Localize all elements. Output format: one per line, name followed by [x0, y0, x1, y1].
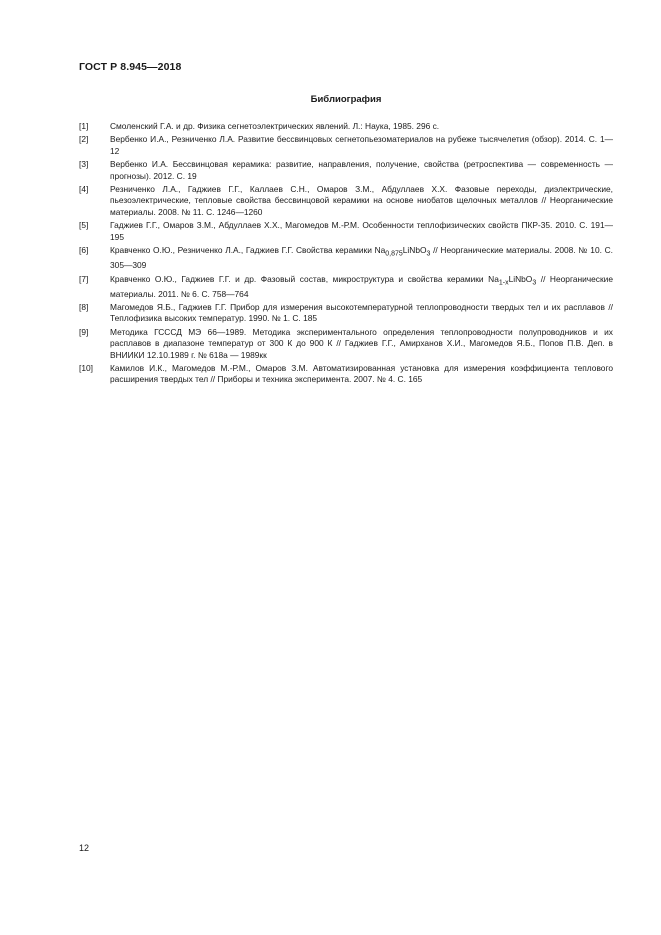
reference-text: Смоленский Г.А. и др. Физика сегнетоэлектрических явлений. Л.: Наука, 1985. 296 с.: [110, 121, 440, 131]
bibliography-item: [79, 184, 613, 218]
chemical-subscript: 1-x: [498, 279, 509, 287]
bibliography-title: Библиография: [310, 94, 382, 105]
reference-text-part: // Неорганические материалы. 2008. № 10. С. 305—309: [110, 245, 613, 271]
reference-text-part: LiNbO: [508, 273, 533, 284]
reference-text-part: // Неорганические материалы. 2011. № 6. С. 758—764: [110, 273, 613, 299]
reference-text: Резниченко Л.А., Гаджиев Г.Г., Каллаев С.Н., Омаров З.М., Абдуллаев Х.Х. Фазовые переходы, диэлектрические, пьезоэлектрические, тепловые свойства бессвинцовой керамики на основе ниобатов щелочных металлов // Неорганические материалы. 2008. № 11. С. 1246—1260: [110, 184, 613, 217]
reference-text-part: LiNbO: [402, 245, 427, 256]
chemical-subscript: 3: [426, 250, 431, 258]
reference-text: Методика ГСССД МЭ 66—1989. Методика экспериментального определения теплопроводности полупроводников и их расплавов в диапазоне температур от 300 К до 900 К // Гаджиев Г.Г., Амирханов Х.И., Магомедов Я.Б., Попов П.В. Деп. в ВНИИКИ 12.10.1989 г. № 618а — 1989кк: [110, 326, 613, 360]
reference-number: [3]: [79, 159, 89, 170]
reference-number: [8]: [79, 302, 89, 313]
reference-number: [10]: [79, 363, 93, 374]
chemical-subscript: 0,875: [385, 250, 403, 258]
reference-text: Камилов И.К., Магомедов М.-Р.М., Омаров З.М. Автоматизированная установка для измерения коэффициента теплового расширения твердых тел // Приборы и техника эксперимента. 2007. № 4. С. 165: [110, 363, 613, 385]
reference-text-part: Кравченко О.Ю., Резниченко Л.А., Гаджиев Г.Г. Свойства керамики Na: [110, 245, 386, 256]
reference-text: [110, 245, 613, 271]
bibliography-item: [79, 220, 613, 243]
bibliography-item: [79, 121, 613, 132]
reference-number: [6]: [79, 245, 89, 256]
reference-text: Вербенко И.А. Бессвинцовая керамика: развитие, направления, получение, свойства (ретроспектива — современность — прогнозы). 2012. С. 19: [110, 159, 613, 181]
reference-number: [4]: [79, 184, 89, 195]
reference-number: [1]: [79, 121, 89, 131]
reference-number: [7]: [79, 273, 89, 284]
bibliography-item: [79, 327, 613, 361]
chemical-subscript: 3: [532, 279, 537, 287]
reference-number: [2]: [79, 134, 89, 145]
reference-number: [5]: [79, 220, 89, 231]
bibliography-item: [79, 302, 613, 325]
reference-text-part: Кравченко О.Ю., Гаджиев Г.Г. и др. Фазовый состав, микроструктура и свойства керамики Na: [110, 273, 499, 284]
reference-number: [9]: [79, 326, 89, 337]
bibliography-item: [79, 134, 613, 157]
page-number: 12: [79, 843, 90, 853]
bibliography-item: [79, 159, 613, 182]
reference-text: [110, 274, 613, 300]
reference-text: Гаджиев Г.Г., Омаров З.М., Абдуллаев Х.Х., Магомедов М.-Р.М. Особенности теплофизических свойств ПКР-35. 2010. С. 191—195: [110, 220, 613, 242]
document-code: ГОСТ Р 8.945—2018: [79, 61, 182, 73]
bibliography-list: [79, 121, 613, 388]
bibliography-item: [79, 274, 613, 300]
bibliography-item: [79, 363, 613, 386]
reference-text: Магомедов Я.Б., Гаджиев Г.Г. Прибор для измерения высокотемпературной теплопроводности твердых тел и их расплавов // Теплофизика высоких температур. 1990. № 1. С. 185: [110, 302, 613, 324]
reference-text: Вербенко И.А., Резниченко Л.А. Развитие бессвинцовых сегнетопьезоматериалов на рубеже тысячелетия (обзор). 2014. С. 1—12: [110, 134, 613, 156]
bibliography-item: [79, 245, 613, 271]
